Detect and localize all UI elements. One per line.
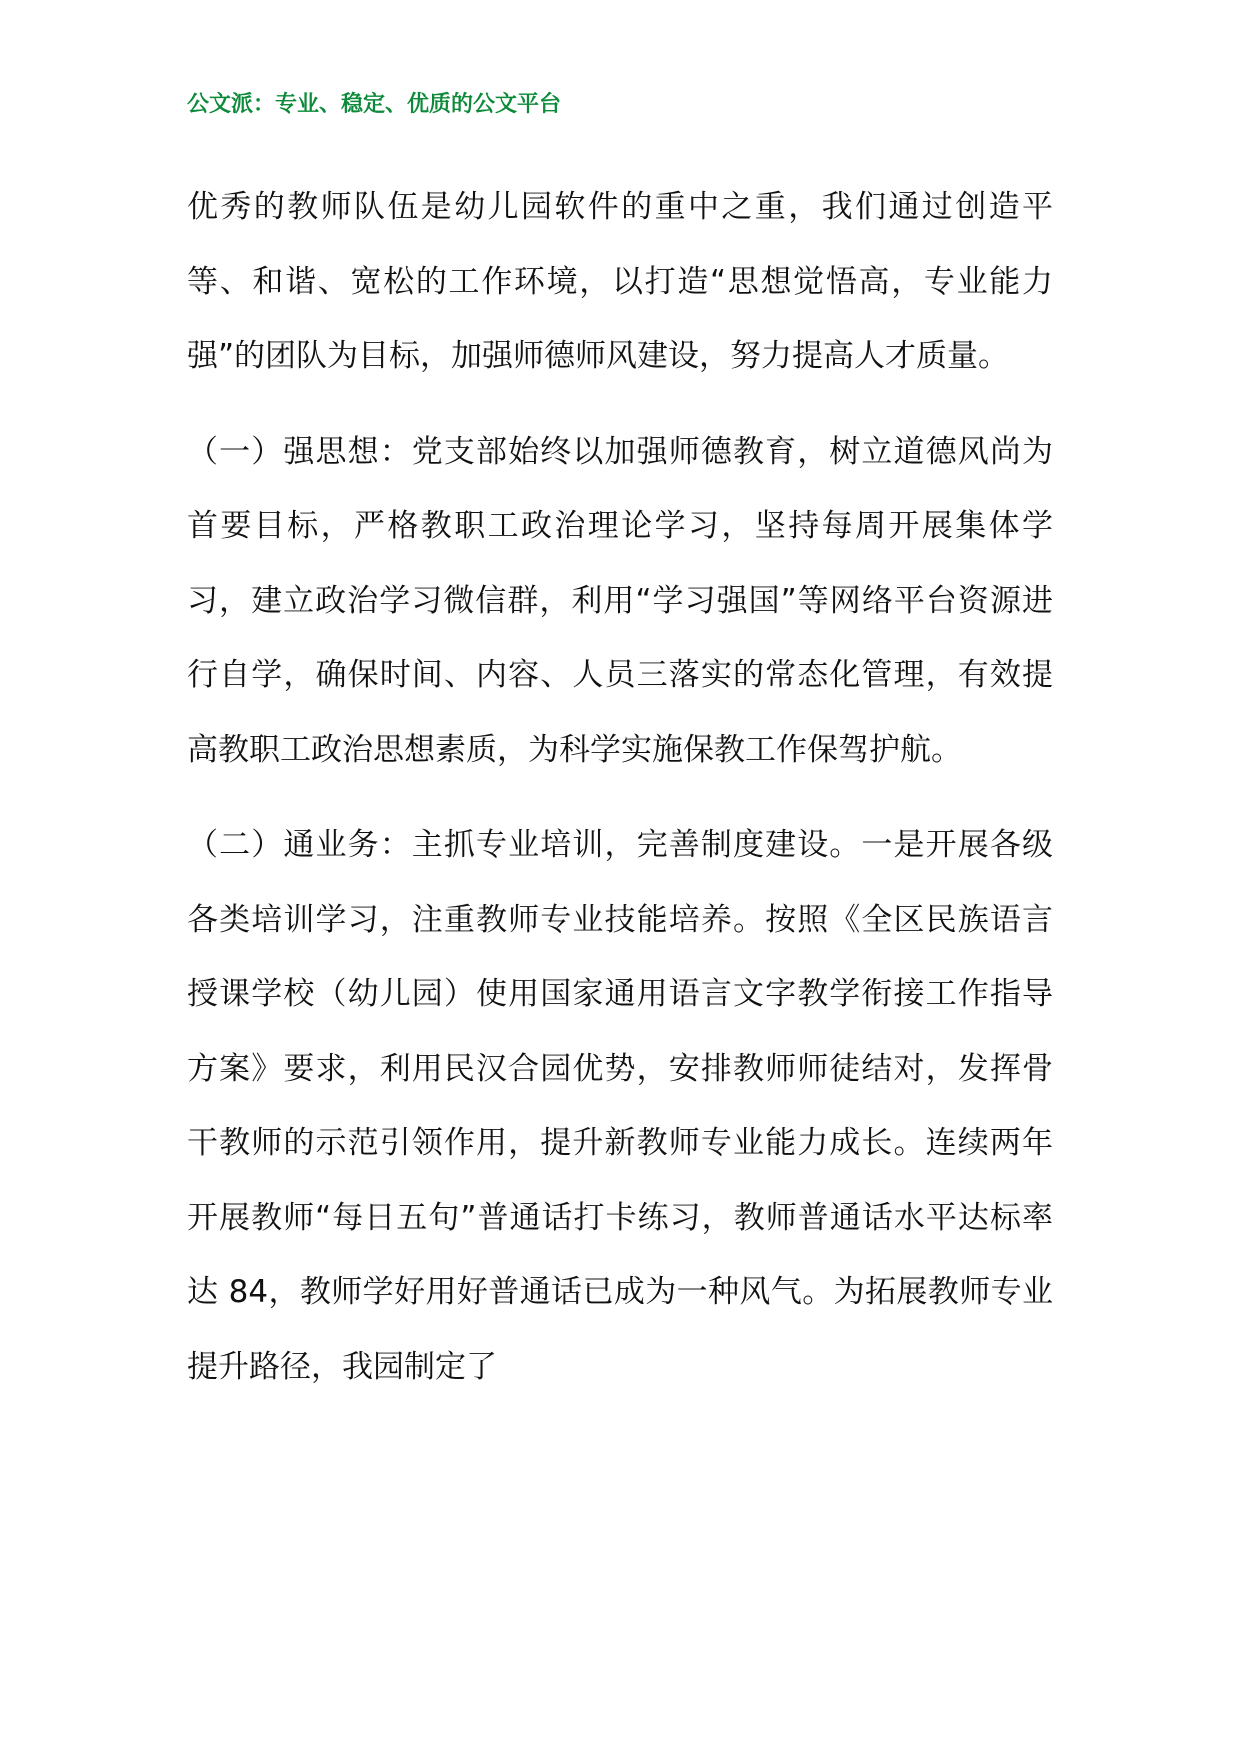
paragraph-section-1: （一）强思想：党支部始终以加强师德教育，树立道德风尚为首要目标，严格教职工政治理论学习，坚持每周开展集体学习，建立政治学习微信群，利用“学习强国”等网络平台资源进行自学，确保时间、内容、人员三落实的常态化管理，有效提高教职工政治思想素质，为科学实施保教工作保驾护航。 — [187, 433, 1053, 768]
paragraph-section-2: （二）通业务：主抓专业培训，完善制度建设。一是开展各级各类培训学习，注重教师专业技能培养。按照《全区民族语言授课学校（幼儿园）使用国家通用语言文字教学衔接工作指导方案》要求，利用民汉合园优势，安排教师师徒结对，发挥骨干教师的示范引领作用，提升新教师专业能力成长。连续两年开展教师“每日五句”普通话打卡练习，教师普通话水平达标率达 84，教师学好用好普通话已成为一种风气。为拓展教师专业提升路径，我园制定了 — [187, 827, 1053, 1385]
document-body — [187, 170, 1053, 1425]
paragraph-intro: 优秀的教师队伍是幼儿园软件的重中之重，我们通过创造平等、和谐、宽松的工作环境，以打造“思想觉悟高，专业能力强”的团队为目标，加强师德师风建设，努力提高人才质量。 — [187, 189, 1053, 374]
site-header-title: 公文派：专业、稳定、优质的公文平台 — [187, 91, 562, 117]
